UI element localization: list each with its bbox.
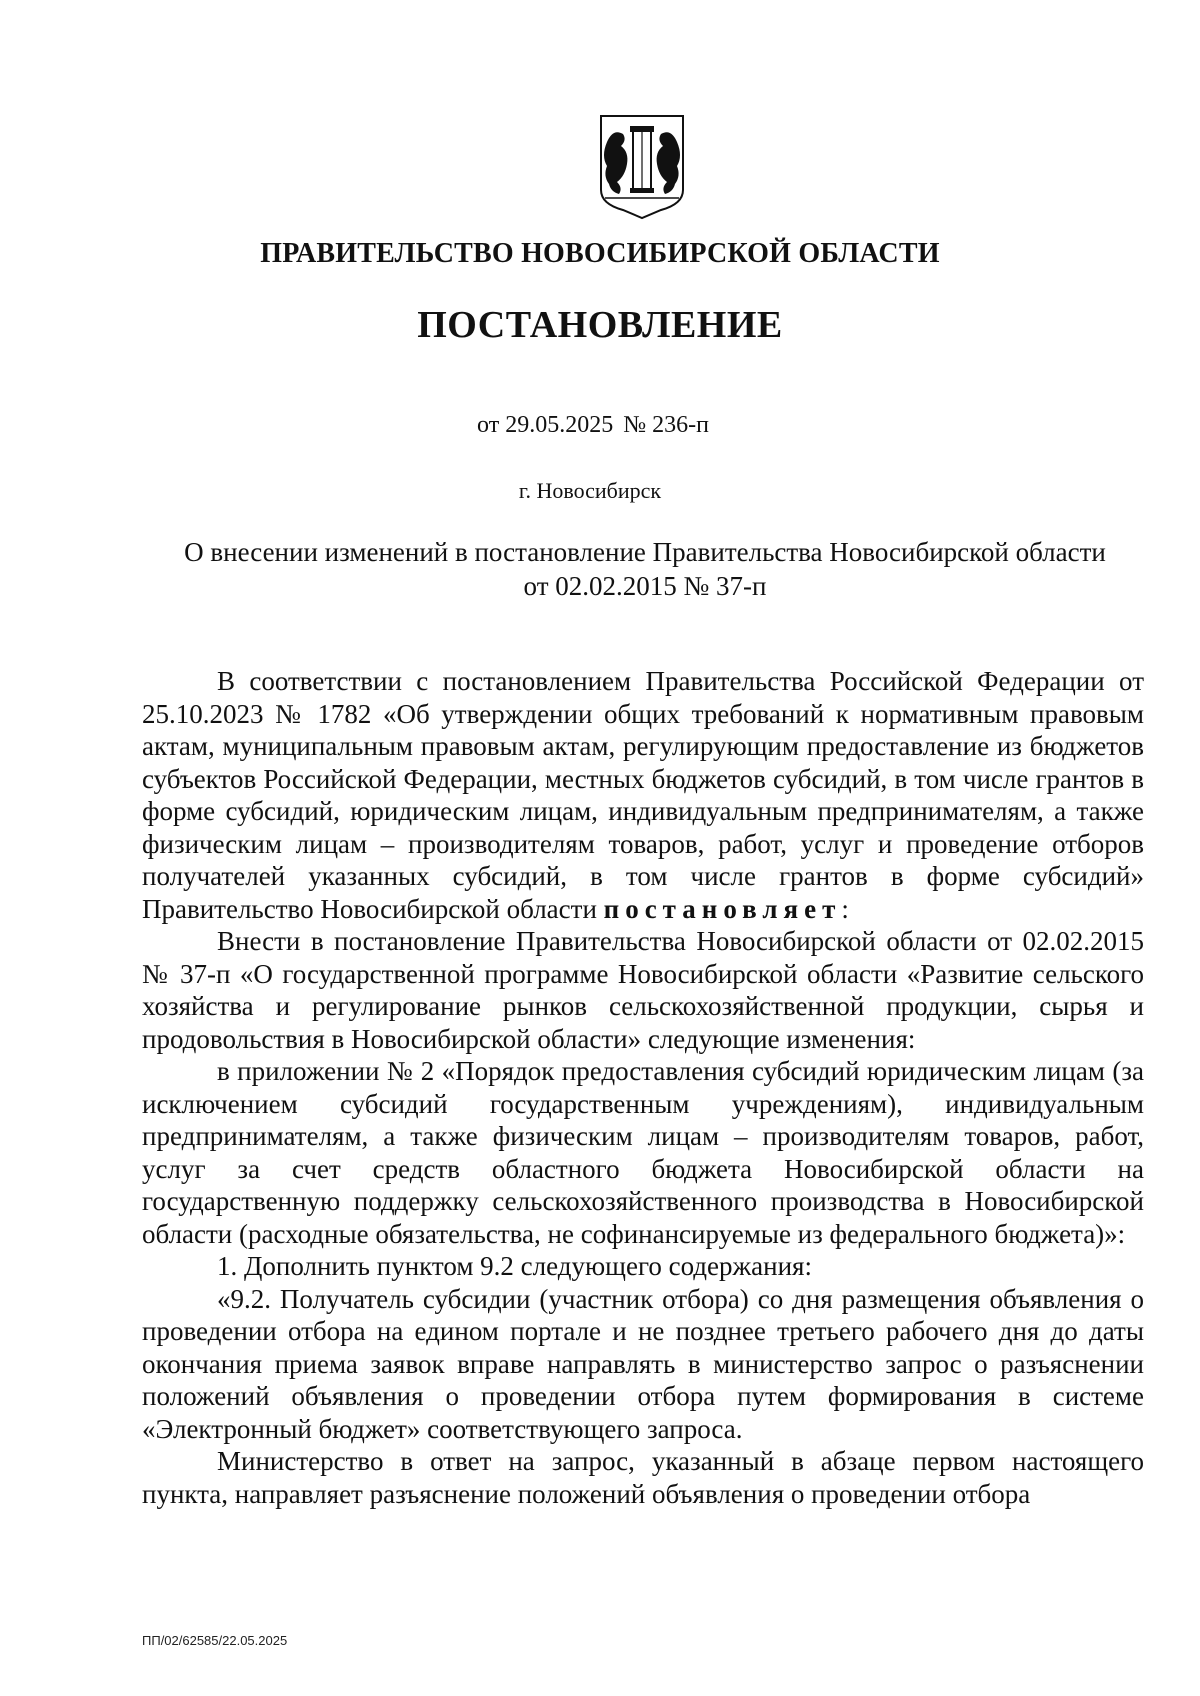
- document-date: от 29.05.2025: [477, 412, 614, 438]
- coat-of-arms-icon: [597, 112, 687, 222]
- document-body: [142, 665, 1144, 1510]
- paragraph-amend: Внести в постановление Правительства Новосибирской области от 02.02.2015 № 37-п «О государственной программе Новосибирской области «Развитие сельского хозяйства и регулирование рынков сельскохозяйственной продукции, сырья и продовольствия в Новосибирской области» следующие изменения:: [142, 926, 1144, 1054]
- paragraph-9-2: «9.2. Получатель субсидии (участник отбора) со дня размещения объявления о проведении отбора на едином портале и не позднее третьего рабочего дня до даты окончания приема заявок вправе направлять в министерство запрос о разъяснении положений объявления о проведении отбора путем формирования в системе «Электронный бюджет» соответствующего запроса.: [142, 1283, 1144, 1444]
- subject-line-1: О внесении изменений в постановление Правительства Новосибирской области: [184, 537, 1106, 567]
- paragraph-ministry-response: Министерство в ответ на запрос, указанный в абзаце первом настоящего пункта, направляет разъяснение положений объявления о проведении отбора: [142, 1446, 1144, 1509]
- document-subject: [150, 535, 1140, 603]
- organization-title: ПРАВИТЕЛЬСТВО НОВОСИБИРСКОЙ ОБЛАСТИ: [260, 238, 940, 269]
- document-number: № 236-п: [623, 412, 709, 438]
- preamble-end: :: [841, 893, 849, 924]
- paragraph-preamble: [142, 665, 1144, 925]
- paragraph-item-1: 1. Дополнить пунктом 9.2 следующего содержания:: [217, 1251, 812, 1281]
- preamble-text: В соответствии с постановлением Правительства Российской Федерации от 25.10.2023 № 1782 «Об утверждении общих требований к нормативным правовым актам, муниципальным правовым актам, регулирующим предоставление из бюджетов субъектов Российской Федерации, местных бюджетов субсидий, в том числе грантов в форме субсидий, юридическим лицам, индивидуальным предпринимателям, а также физическим лицам – производителям товаров, работ, услуг и проведение отборов получателей указанных субсидий, в том числе грантов в форме субсидий» Правительство Новосибирской области: [142, 666, 1144, 924]
- resolves-emphasis: постановляет: [603, 893, 842, 924]
- document-date-number: [0, 412, 1186, 439]
- document-type: ПОСТАНОВЛЕНИЕ: [417, 304, 783, 346]
- document-city: г. Новосибирск: [518, 478, 662, 503]
- paragraph-appendix: в приложении № 2 «Порядок предоставления субсидий юридическим лицам (за исключением субсидий государственным учреждениям), индивидуальным предпринимателям, а также физическим лицам – производителям товаров, работ, услуг за счет средств областного бюджета Новосибирской области на государственную поддержку сельскохозяйственного производства в Новосибирской области (расходные обязательства, не софинансируемые из федерального бюджета)»:: [142, 1056, 1144, 1249]
- footer-document-code: ПП/02/62585/22.05.2025: [142, 1633, 288, 1648]
- subject-line-2: от 02.02.2015 № 37-п: [523, 571, 767, 601]
